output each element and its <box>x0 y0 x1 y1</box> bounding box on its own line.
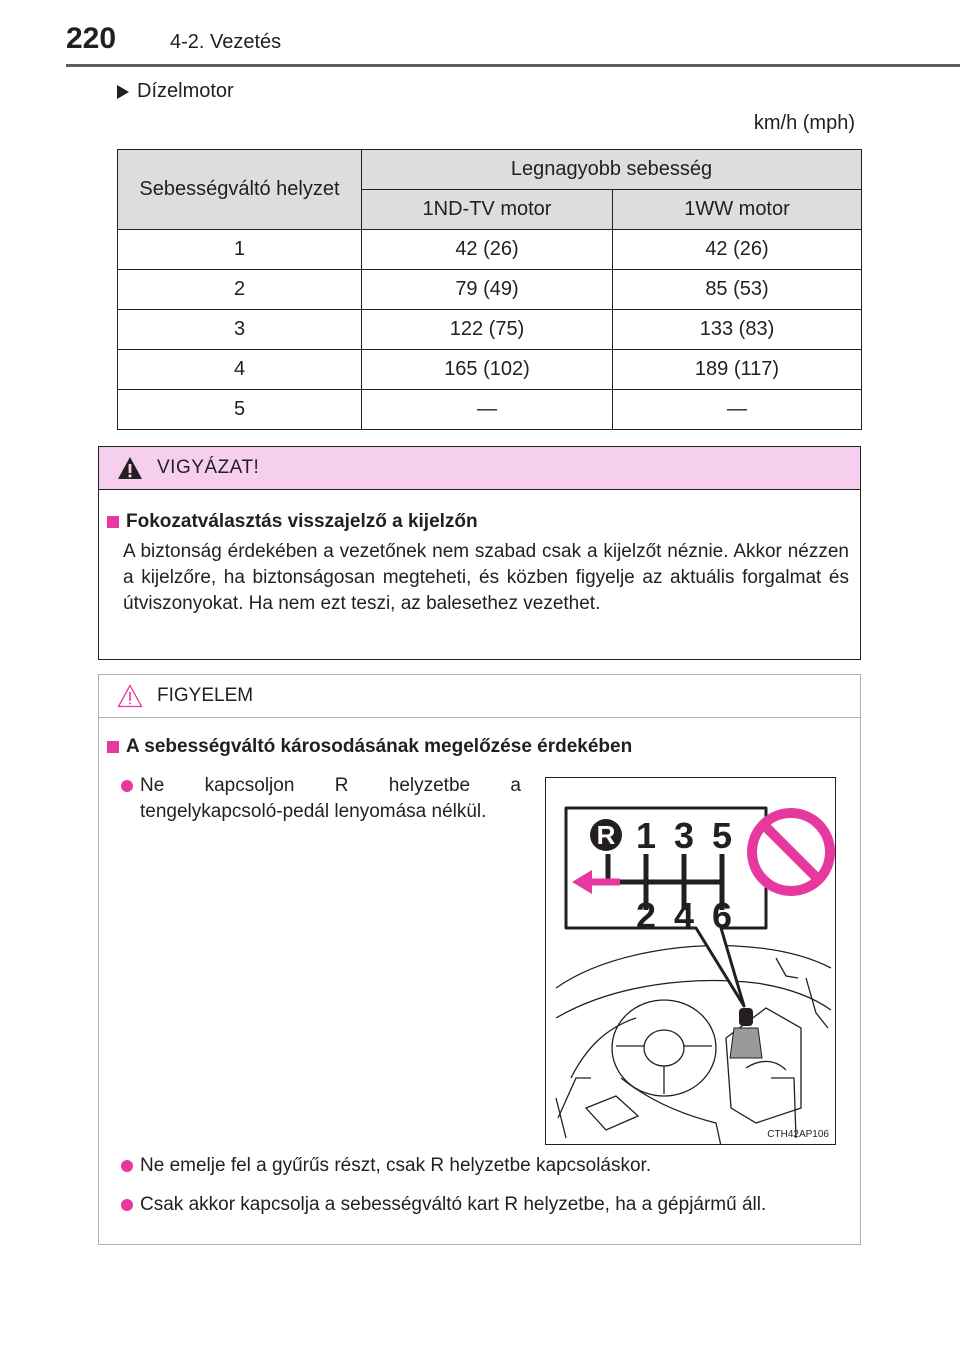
notice-warning-icon <box>117 684 143 708</box>
table-row <box>118 230 862 270</box>
max-speed-table <box>117 149 862 430</box>
notice-label: FIGYELEM <box>157 685 254 706</box>
gear-number: 4 <box>673 895 695 936</box>
table-cell: 85 (53) <box>613 270 862 310</box>
prohibition-icon <box>752 813 830 891</box>
caution-box <box>98 446 861 660</box>
gear-number: 1 <box>635 815 657 856</box>
notice-header <box>99 675 860 718</box>
notice-title <box>107 736 632 758</box>
table-cell: 1 <box>118 230 362 270</box>
table-cell: 79 (49) <box>362 270 613 310</box>
chapter-title: 4-2. Vezetés <box>170 31 282 53</box>
caution-title-text: Fokozatválasztás visszajelző a kijelzőn <box>126 511 478 532</box>
bullet-text: Ne kapcsoljon R helyzetbe a tengelykapcsoló-pedál lenyomása nélkül. <box>140 775 521 822</box>
subhead-text: Dízelmotor <box>137 80 234 102</box>
table-cell: 133 (83) <box>613 310 862 350</box>
table-row <box>118 350 862 390</box>
table-row <box>118 310 862 350</box>
gear-r-label: R <box>596 820 616 850</box>
caution-header <box>99 447 860 490</box>
warning-icon <box>117 456 143 480</box>
table-row <box>118 390 862 430</box>
table-cell: — <box>613 390 862 430</box>
table-cell: 42 (26) <box>362 230 613 270</box>
section-subhead <box>117 80 234 103</box>
bullet-text: Csak akkor kapcsolja a sebességváltó kart R helyzetbe, ha a gépjármű áll. <box>140 1194 767 1215</box>
notice-box <box>98 674 861 1245</box>
gear-number: 3 <box>673 815 695 856</box>
table-cell: 189 (117) <box>613 350 862 390</box>
header-rule <box>66 64 960 67</box>
caution-title <box>107 511 478 533</box>
header-max-speed: Legnagyobb sebesség <box>362 150 862 190</box>
list-item <box>121 1153 651 1179</box>
triangle-bullet-icon <box>117 85 129 99</box>
list-item <box>121 773 521 825</box>
header-engine-1: 1ND-TV motor <box>362 190 613 230</box>
gear-number: 2 <box>635 895 657 936</box>
list-item <box>121 1192 766 1218</box>
square-bullet-icon <box>107 741 119 753</box>
dot-bullet-icon <box>121 780 133 792</box>
page-number: 220 <box>66 22 117 55</box>
header-engine-2: 1WW motor <box>613 190 862 230</box>
table-cell: 4 <box>118 350 362 390</box>
bullet-text: Ne emelje fel a gyűrűs részt, csak R helyzetbe kapcsoláskor. <box>140 1155 652 1176</box>
table-cell: 2 <box>118 270 362 310</box>
notice-title-text: A sebességváltó károsodásának megelőzése érdekében <box>126 736 633 757</box>
gear-number: 5 <box>711 815 733 856</box>
caution-label: VIGYÁZAT! <box>157 457 260 478</box>
table-row <box>118 270 862 310</box>
dot-bullet-icon <box>121 1160 133 1172</box>
square-bullet-icon <box>107 516 119 528</box>
header-gear-position: Sebességváltó helyzet <box>118 150 362 230</box>
table-cell: 165 (102) <box>362 350 613 390</box>
shift-pattern-drawing <box>546 778 836 1145</box>
caution-body: A biztonság érdekében a vezetőnek nem szabad csak a kijelzőt néznie. Akkor nézzen a kijelzőre, ha biztonságosan megteheti, és közben figyelje az aktuális forgalmat és útviszonyokat. Ha nem ezt teszi, az balesethez vezethet. <box>123 541 849 614</box>
table-cell: 122 (75) <box>362 310 613 350</box>
table-cell: 3 <box>118 310 362 350</box>
table-cell: — <box>362 390 613 430</box>
gear-number: 6 <box>711 895 733 936</box>
table-header-row <box>118 150 862 190</box>
gear-shift-illustration <box>545 777 836 1145</box>
table-cell: 42 (26) <box>613 230 862 270</box>
dot-bullet-icon <box>121 1199 133 1211</box>
table-cell: 5 <box>118 390 362 430</box>
illustration-code: CTH42AP106 <box>767 1129 829 1140</box>
unit-label: km/h (mph) <box>753 112 855 134</box>
